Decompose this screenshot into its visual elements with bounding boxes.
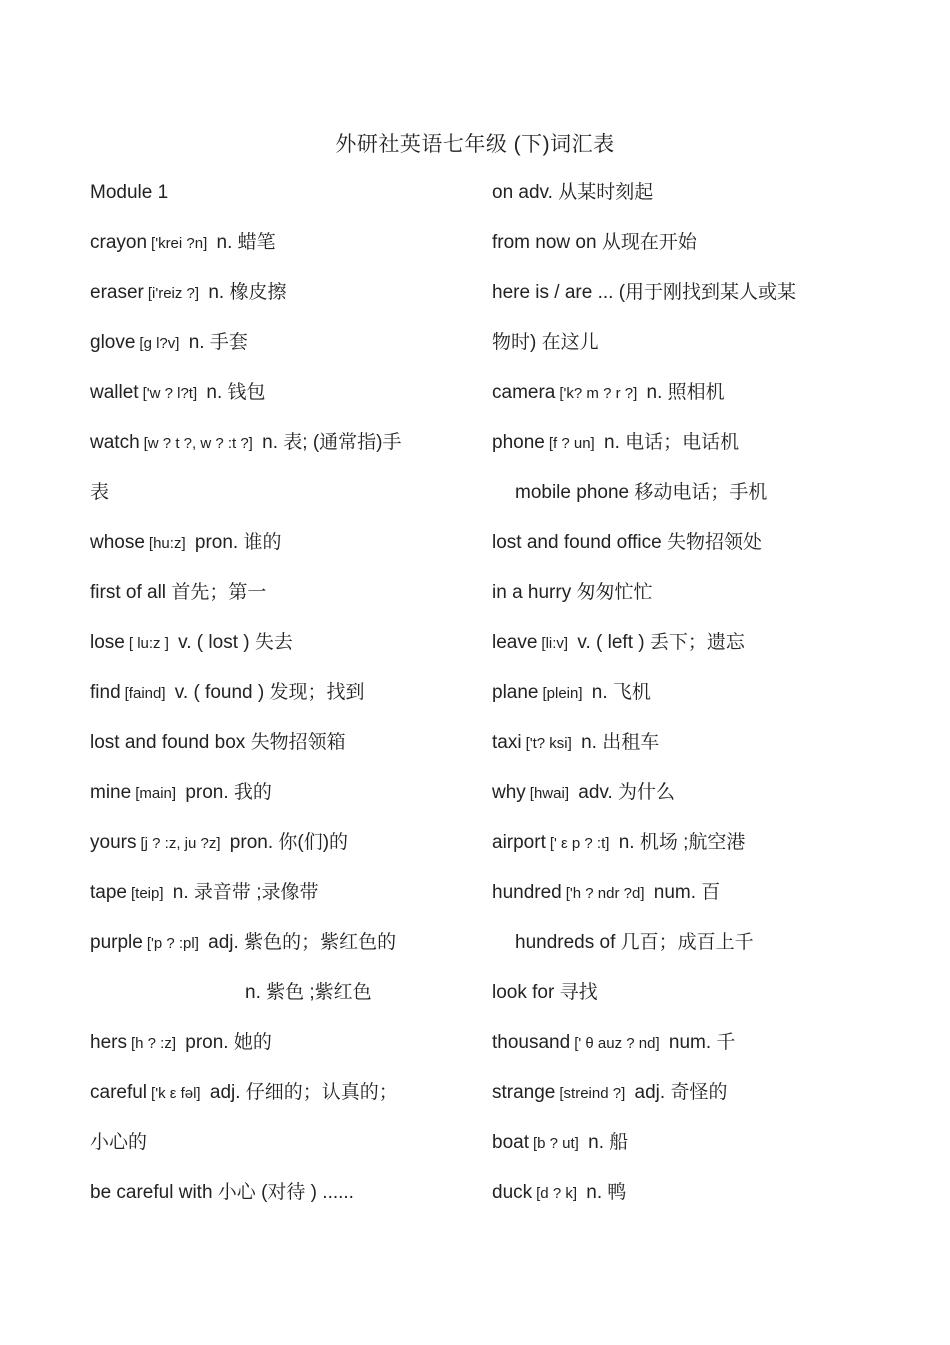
vocab-phonetic: [f ? un] bbox=[548, 435, 595, 452]
vocab-phonetic: [hu:z] bbox=[148, 535, 186, 552]
vocab-definition: n. 机场 ;航空港 bbox=[613, 832, 746, 853]
vocab-phonetic: [h ? :z] bbox=[130, 1035, 176, 1052]
vocab-definition: n. 船 bbox=[582, 1132, 629, 1153]
vocab-definition: v. ( lost ) 失去 bbox=[172, 632, 293, 653]
vocab-definition: (用于刚找到某人或某 bbox=[618, 282, 797, 303]
vocab-entry bbox=[492, 476, 882, 526]
vocab-word: tape bbox=[90, 882, 127, 903]
vocab-definition: num. 百 bbox=[648, 882, 721, 903]
vocab-word: yours bbox=[90, 832, 137, 853]
vocab-phonetic: [streind ?] bbox=[559, 1085, 626, 1102]
vocab-phonetic: [hwai] bbox=[529, 785, 569, 802]
vocab-entry bbox=[90, 876, 480, 926]
vocab-word: 小心的 bbox=[90, 1132, 148, 1153]
vocab-entry bbox=[492, 926, 882, 976]
vocab-word: on adv. bbox=[492, 182, 553, 203]
vocab-phonetic: [' θ auz ? nd] bbox=[574, 1035, 660, 1052]
vocab-entry bbox=[90, 1076, 480, 1126]
vocab-word: from now on bbox=[492, 232, 597, 253]
vocab-entry bbox=[90, 826, 480, 876]
vocab-definition: v. ( found ) 发现；找到 bbox=[169, 682, 365, 703]
vocab-word: n. 紫色 ;紫红色 bbox=[245, 982, 372, 1003]
vocab-word: be careful with bbox=[90, 1182, 213, 1203]
vocab-definition: pron. 她的 bbox=[180, 1032, 272, 1053]
vocab-definition: 从现在开始 bbox=[601, 232, 697, 253]
vocab-entry bbox=[90, 676, 480, 726]
vocab-entry bbox=[90, 1026, 480, 1076]
vocab-definition: 失物招领箱 bbox=[250, 732, 346, 753]
vocab-phonetic: ['k ε fəl] bbox=[151, 1085, 201, 1102]
vocab-word: hundred bbox=[492, 882, 562, 903]
vocab-entry bbox=[492, 226, 882, 276]
vocab-entry bbox=[492, 376, 882, 426]
vocab-word: lose bbox=[90, 632, 125, 653]
vocab-entry bbox=[492, 276, 882, 326]
vocab-phonetic: [d ? k] bbox=[536, 1185, 577, 1202]
vocab-phonetic: ['h ? ndr ?d] bbox=[565, 885, 645, 902]
vocab-phonetic: [b ? ut] bbox=[532, 1135, 579, 1152]
vocab-word: hundreds of bbox=[515, 932, 616, 953]
vocab-entry bbox=[90, 976, 480, 1026]
vocab-word: why bbox=[492, 782, 526, 803]
vocab-entry bbox=[492, 576, 882, 626]
vocab-word: plane bbox=[492, 682, 539, 703]
vocab-definition: adj. 紫色的；紫红色的 bbox=[202, 932, 397, 953]
vocab-word: hers bbox=[90, 1032, 127, 1053]
vocab-phonetic: [i'reiz ?] bbox=[147, 285, 200, 302]
vocab-phonetic: [ lu:z ] bbox=[128, 635, 169, 652]
vocab-definition: n. 飞机 bbox=[586, 682, 651, 703]
vocab-word: Module 1 bbox=[90, 182, 169, 203]
vocab-word: watch bbox=[90, 432, 140, 453]
vocab-entry bbox=[90, 576, 480, 626]
vocab-phonetic: ['krei ?n] bbox=[151, 235, 208, 252]
vocab-entry bbox=[90, 326, 480, 376]
vocab-definition: n. 鸭 bbox=[581, 1182, 627, 1203]
vocab-phonetic: ['p ? :pl] bbox=[146, 935, 199, 952]
vocab-word: look for bbox=[492, 982, 555, 1003]
vocab-definition: n. 出租车 bbox=[575, 732, 660, 753]
vocab-definition: n. 橡皮擦 bbox=[203, 282, 287, 303]
vocab-word: whose bbox=[90, 532, 145, 553]
vocab-definition: adj. 奇怪的 bbox=[629, 1082, 728, 1103]
vocab-entry bbox=[492, 626, 882, 676]
vocab-word: mobile phone bbox=[515, 482, 630, 503]
vocab-phonetic: [w ? t ?, w ? :t ?] bbox=[143, 435, 253, 452]
vocab-entry bbox=[90, 726, 480, 776]
vocab-entry bbox=[492, 876, 882, 926]
vocab-entry bbox=[492, 1176, 882, 1226]
vocab-entry bbox=[492, 176, 882, 226]
vocab-phonetic: [main] bbox=[135, 785, 177, 802]
vocab-entry bbox=[492, 726, 882, 776]
vocab-word: 物时) 在这儿 bbox=[492, 332, 599, 353]
vocab-word: phone bbox=[492, 432, 545, 453]
vocab-definition: 几百；成百上千 bbox=[620, 932, 754, 953]
vocab-definition: n. 照相机 bbox=[641, 382, 725, 403]
vocab-definition: n. 电话；电话机 bbox=[598, 432, 740, 453]
vocab-phonetic: [li:v] bbox=[541, 635, 569, 652]
vocab-word: duck bbox=[492, 1182, 533, 1203]
vocab-phonetic: [j ? :z, ju ?z] bbox=[140, 835, 221, 852]
vocab-word: taxi bbox=[492, 732, 522, 753]
vocab-definition: 首先；第一 bbox=[171, 582, 267, 603]
vocab-definition: 移动电话；手机 bbox=[634, 482, 768, 503]
vocab-word: airport bbox=[492, 832, 546, 853]
vocab-definition: 失物招领处 bbox=[667, 532, 763, 553]
vocab-definition: n. 蜡笔 bbox=[211, 232, 276, 253]
vocab-phonetic: ['w ? l?t] bbox=[142, 385, 198, 402]
vocab-word: find bbox=[90, 682, 121, 703]
vocab-entry bbox=[492, 776, 882, 826]
vocab-entry bbox=[90, 1126, 480, 1176]
vocab-entry bbox=[90, 176, 480, 226]
vocab-phonetic: [plein] bbox=[542, 685, 583, 702]
vocab-definition: adj. 仔细的；认真的； bbox=[204, 1082, 398, 1103]
vocab-definition: pron. 谁的 bbox=[189, 532, 282, 553]
vocab-word: wallet bbox=[90, 382, 139, 403]
vocab-word: 表 bbox=[90, 482, 110, 503]
page-title: 外研社英语七年级 (下)词汇表 bbox=[335, 133, 615, 156]
vocab-word: first of all bbox=[90, 582, 167, 603]
vocab-word: thousand bbox=[492, 1032, 571, 1053]
vocab-phonetic: [g l?v] bbox=[139, 335, 180, 352]
vocab-phonetic: [' ε p ? :t] bbox=[549, 835, 610, 852]
vocab-entry bbox=[90, 276, 480, 326]
vocab-word: mine bbox=[90, 782, 132, 803]
vocab-entry bbox=[90, 626, 480, 676]
vocab-entry bbox=[90, 776, 480, 826]
vocab-word: purple bbox=[90, 932, 143, 953]
vocab-entry bbox=[90, 476, 480, 526]
left-column bbox=[90, 176, 480, 1226]
vocab-word: boat bbox=[492, 1132, 529, 1153]
vocab-entry bbox=[492, 976, 882, 1026]
vocab-definition: 从某时刻起 bbox=[558, 182, 654, 203]
vocab-definition: num. 千 bbox=[663, 1032, 736, 1053]
vocab-definition: v. ( left ) 丢下；遗忘 bbox=[572, 632, 745, 653]
vocab-phonetic: ['t? ksi] bbox=[525, 735, 572, 752]
vocab-entry bbox=[492, 426, 882, 476]
vocab-definition: pron. 我的 bbox=[180, 782, 272, 803]
vocab-entry bbox=[492, 1026, 882, 1076]
vocab-word: lost and found box bbox=[90, 732, 246, 753]
vocab-word: here is / are ... bbox=[492, 282, 614, 303]
vocab-entry bbox=[492, 1126, 882, 1176]
vocab-entry bbox=[90, 1176, 480, 1226]
vocab-definition: n. 录音带 ;录像带 bbox=[167, 882, 319, 903]
vocab-entry bbox=[90, 526, 480, 576]
vocab-entry bbox=[90, 426, 480, 476]
vocab-entry bbox=[492, 526, 882, 576]
vocab-definition: n. 手套 bbox=[183, 332, 248, 353]
vocab-definition: n. 钱包 bbox=[201, 382, 266, 403]
vocab-word: camera bbox=[492, 382, 556, 403]
vocab-word: lost and found office bbox=[492, 532, 662, 553]
vocab-phonetic: [faind] bbox=[124, 685, 166, 702]
vocab-entry bbox=[90, 226, 480, 276]
vocab-definition: n. 表; (通常指)手 bbox=[256, 432, 402, 453]
vocab-word: crayon bbox=[90, 232, 148, 253]
vocab-phonetic: ['k? m ? r ?] bbox=[559, 385, 638, 402]
right-column bbox=[492, 176, 882, 1226]
vocab-phonetic: [teip] bbox=[130, 885, 164, 902]
vocab-definition: adv. 为什么 bbox=[572, 782, 676, 803]
vocab-definition: 匆匆忙忙 bbox=[576, 582, 653, 603]
vocab-definition: 寻找 bbox=[559, 982, 598, 1003]
vocab-definition: 小心 (对待 ) ...... bbox=[217, 1182, 354, 1203]
vocab-definition: pron. 你(们)的 bbox=[224, 832, 349, 853]
vocab-entry bbox=[492, 1076, 882, 1126]
vocab-word: leave bbox=[492, 632, 538, 653]
vocab-entry bbox=[90, 926, 480, 976]
vocab-word: glove bbox=[90, 332, 136, 353]
vocab-entry bbox=[492, 826, 882, 876]
vocab-word: strange bbox=[492, 1082, 556, 1103]
vocab-word: eraser bbox=[90, 282, 144, 303]
vocab-entry bbox=[492, 676, 882, 726]
vocab-entry bbox=[492, 326, 882, 376]
vocab-entry bbox=[90, 376, 480, 426]
vocab-word: in a hurry bbox=[492, 582, 572, 603]
vocab-word: careful bbox=[90, 1082, 148, 1103]
